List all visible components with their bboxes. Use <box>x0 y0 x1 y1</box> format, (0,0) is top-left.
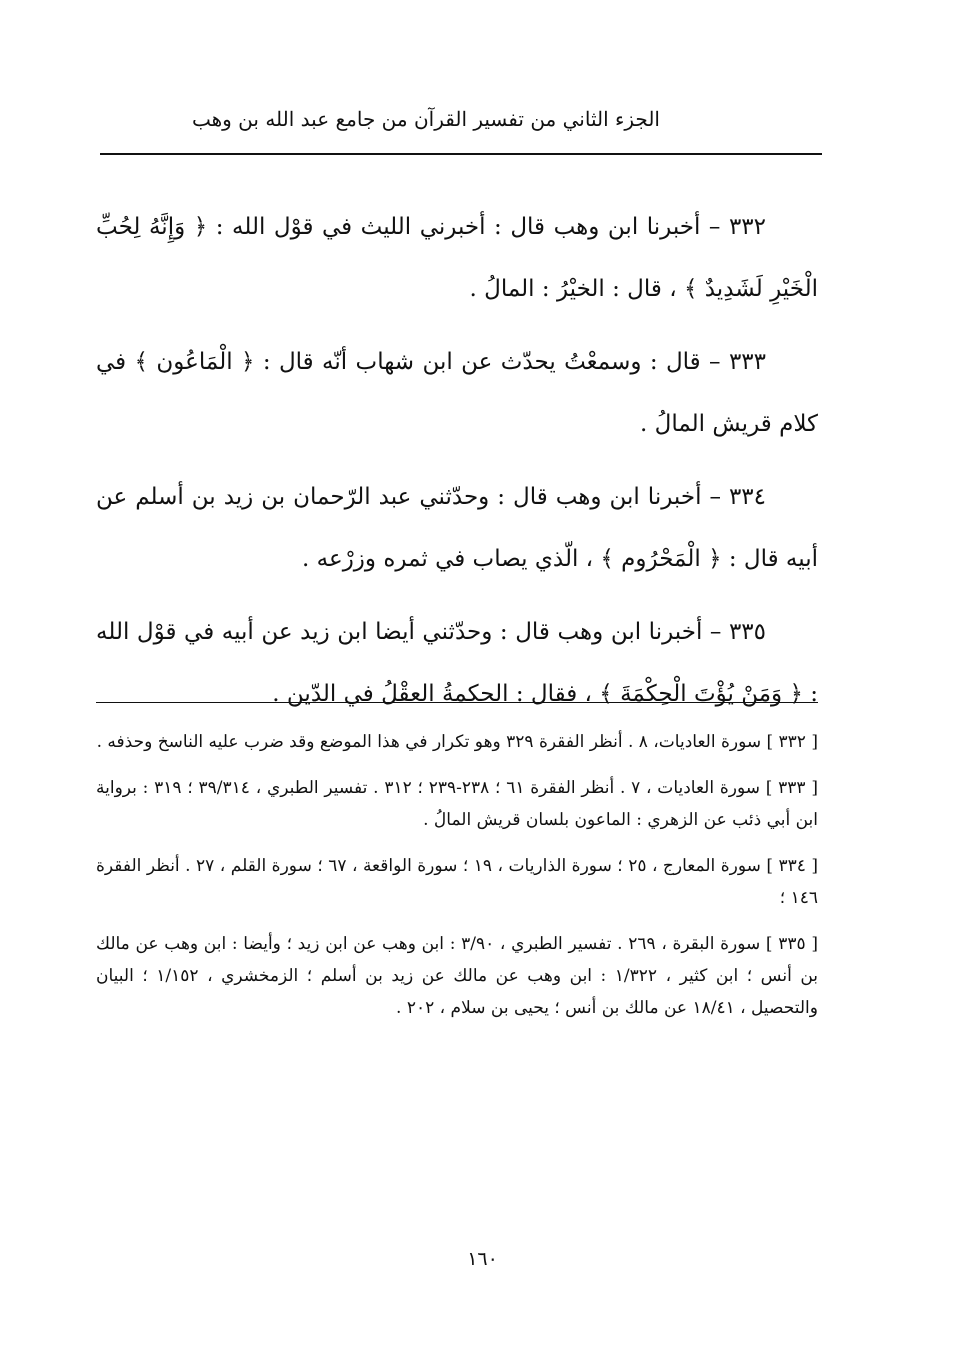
main-text <box>96 196 818 736</box>
paragraph-334: ٣٣٤ – أخبرنا ابن وهب قال : وحدّثني عبد الرّحمان بن زيد بن أسلم عن أبيه قال : ﴿ الْمَحْرُوم ﴾ ، الّذي يصاب في ثمره وزرْعه . <box>96 484 818 572</box>
page-number: ١٦٠ <box>467 1248 498 1270</box>
paragraph-335: ٣٣٥ – أخبرنا ابن وهب قال : وحدّثني أيضا ابن زيد عن أبيه في قوْل الله : ﴿ وَمَنْ يُؤْتَ الْحِكْمَةَ ﴾ ، فقال : الحكمةُ العقْلُ في الدّين . <box>96 619 818 707</box>
footnotes <box>96 726 818 1038</box>
footnote-divider <box>96 702 818 703</box>
footnote-334: [ ٣٣٤ ] سورة المعارج ، ٢٥ ؛ سورة الذاريات ، ١٩ ؛ سورة الواقعة ، ٦٧ ؛ سورة القلم ، ٢٧ . أنظر الفقرة ١٤٦ ؛ <box>96 856 818 908</box>
running-header: الجزء الثاني من تفسير القرآن من جامع عبد الله بن وهب <box>191 107 660 131</box>
footnote-332: [ ٣٣٢ ] سورة العاديات، ٨ . أنظر الفقرة ٣٢٩ وهو تكرار في هذا الموضع وقد ضرب عليه الناسخ وحذفه . <box>96 732 818 752</box>
paragraph-333: ٣٣٣ – قال : وسمعْتُ يحدّث عن ابن شهاب أنّه قال : ﴿ الْمَاعُون ﴾ في كلام قريش المالُ . <box>96 349 818 437</box>
header-divider <box>100 153 822 155</box>
paragraph-332: ٣٣٢ – أخبرنا ابن وهب قال : أخبرني الليث في قوْل الله : ﴿ وَإِنَّهُ لِحُبِّ الْخَيْرِ لَشَدِيدٌ ﴾ ، قال : الخيْرُ : المالُ . <box>96 214 818 302</box>
footnote-333: [ ٣٣٣ ] سورة العاديات ، ٧ . أنظر الفقرة ٦١ ؛ ٢٣٨-٢٣٩ ؛ ٣١٢ . تفسير الطبري ، ٣٩/٣١٤ ؛ ٣١٩ : برواية ابن أبي ذئب عن الزهري : الماعون بلسان قريش المالُ . <box>96 778 818 830</box>
footnote-335: [ ٣٣٥ ] سورة البقرة ، ٢٦٩ . تفسير الطبري ، ٣/٩٠ : ابن وهب عن ابن زيد ؛ وأيضا : ابن وهب عن مالك بن أنس ؛ ابن كثير ، ١/٣٢٢ : ابن وهب عن مالك عن زيد بن أسلم ؛ الزمخشري ، ١/١٥٢ ؛ البيان والتحصيل ، ١٨/٤١ عن مالك بن أنس ؛ يحيى بن سلام ، ٢٠٢ . <box>96 934 818 1018</box>
